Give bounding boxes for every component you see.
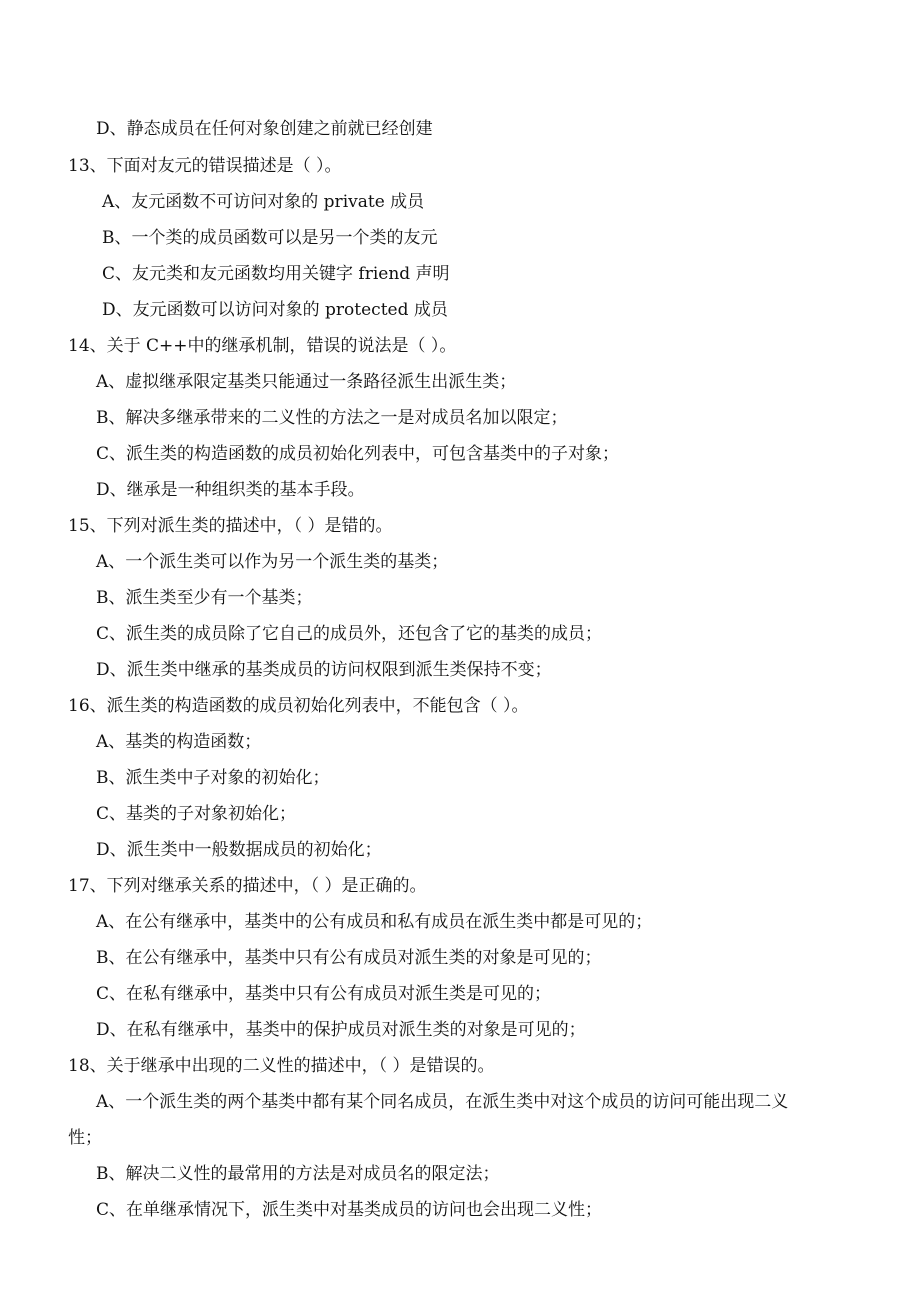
option-18-b: B、解决二义性的最常用的方法是对成员名的限定法； xyxy=(96,1164,500,1184)
question-17: 17、下列对继承关系的描述中，（ ）是正确的。 xyxy=(68,876,427,896)
option-16-b: B、派生类中子对象的初始化； xyxy=(96,768,330,788)
question-13: 13、下面对友元的错误描述是（ ）。 xyxy=(68,156,342,176)
option-13-b: B、一个类的成员函数可以是另一个类的友元 xyxy=(102,228,438,248)
option-13-a: A、友元函数不可访问对象的 private 成员 xyxy=(102,192,425,212)
option-16-a: A、基类的构造函数； xyxy=(96,732,262,752)
option-12-d: D、静态成员在任何对象创建之前就已经创建 xyxy=(96,119,433,139)
option-14-a: A、虚拟继承限定基类只能通过一条路径派生出派生类； xyxy=(96,372,517,392)
option-16-c: C、基类的子对象初始化； xyxy=(96,804,297,824)
question-15: 15、下列对派生类的描述中，（ ）是错的。 xyxy=(68,516,393,536)
option-15-d: D、派生类中继承的基类成员的访问权限到派生类保持不变； xyxy=(96,660,552,680)
option-16-d: D、派生类中一般数据成员的初始化； xyxy=(96,840,382,860)
option-17-c: C、在私有继承中，基类中只有公有成员对派生类是可见的； xyxy=(96,984,552,1004)
option-15-c: C、派生类的成员除了它自己的成员外，还包含了它的基类的成员； xyxy=(96,624,603,644)
question-14: 14、关于 C++中的继承机制，错误的说法是（ ）。 xyxy=(68,336,457,356)
option-14-c: C、派生类的构造函数的成员初始化列表中，可包含基类中的子对象； xyxy=(96,444,620,464)
option-18-a: A、一个派生类的两个基类中都有某个同名成员，在派生类中对这个成员的访问可能出现二义 xyxy=(96,1092,789,1112)
question-18: 18、关于继承中出现的二义性的描述中，（ ）是错误的。 xyxy=(68,1056,495,1076)
option-13-d: D、友元函数可以访问对象的 protected 成员 xyxy=(102,300,448,320)
option-17-d: D、在私有继承中，基类中的保护成员对派生类的对象是可见的； xyxy=(96,1020,586,1040)
option-14-b: B、解决多继承带来的二义性的方法之一是对成员名加以限定； xyxy=(96,408,568,428)
question-16: 16、派生类的构造函数的成员初始化列表中，不能包含（ ）。 xyxy=(68,696,529,716)
option-18-c: C、在单继承情况下，派生类中对基类成员的访问也会出现二义性； xyxy=(96,1200,603,1220)
option-17-b: B、在公有继承中，基类中只有公有成员对派生类的对象是可见的； xyxy=(96,948,602,968)
option-18-a-continued: 性； xyxy=(68,1128,102,1148)
option-15-b: B、派生类至少有一个基类； xyxy=(96,588,313,608)
option-14-d: D、继承是一种组织类的基本手段。 xyxy=(96,480,365,500)
option-15-a: A、一个派生类可以作为另一个派生类的基类； xyxy=(96,552,449,572)
option-13-c: C、友元类和友元函数均用关键字 friend 声明 xyxy=(102,264,450,284)
option-17-a: A、在公有继承中，基类中的公有成员和私有成员在派生类中都是可见的； xyxy=(96,912,653,932)
